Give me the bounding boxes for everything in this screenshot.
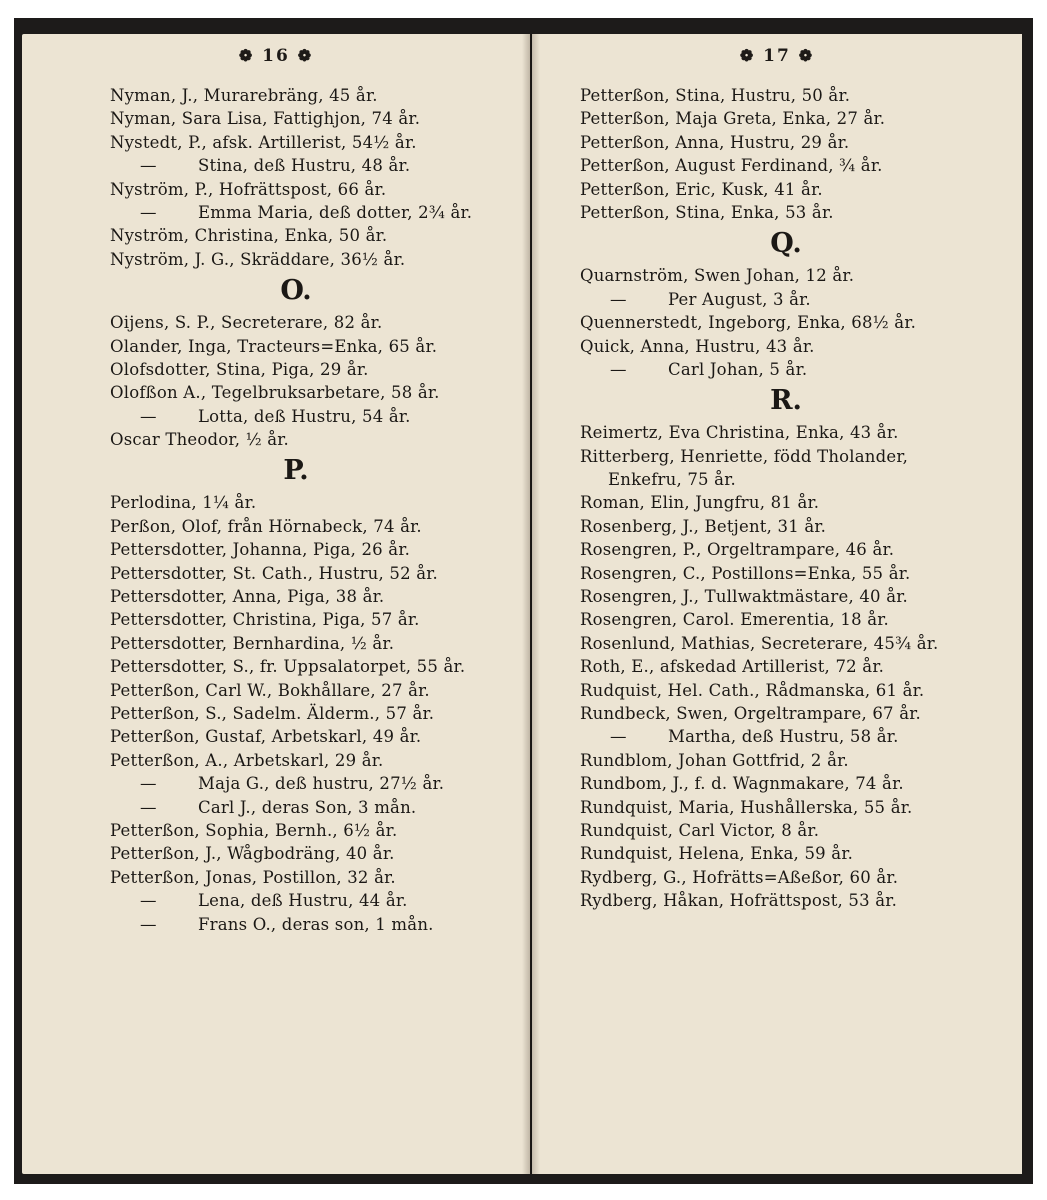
- section-letter: Q.: [770, 228, 802, 260]
- register-entry: [22, 772, 530, 795]
- register-entry: [532, 201, 1022, 224]
- register-entry: [532, 335, 1022, 358]
- register-entry: [532, 131, 1022, 154]
- entry-text: Ritterberg, Henriette, född Tholander,: [580, 446, 909, 466]
- entry-text: Perlodina, 1¼ år.: [110, 493, 257, 513]
- left-page: [22, 34, 530, 1174]
- entry-text: Rydberg, G., Hofrätts=Aßeßor, 60 år.: [580, 867, 899, 887]
- ornament-icon: ❁: [739, 46, 756, 65]
- register-entry: [22, 178, 530, 201]
- entry-text: Petterßon, A., Arbetskarl, 29 år.: [110, 750, 384, 770]
- entry-text: Lena, deß Hustru, 44 år.: [198, 891, 408, 911]
- entry-text: Petterßon, Maja Greta, Enka, 27 år.: [580, 109, 886, 129]
- entry-text: Rydberg, Håkan, Hofrättspost, 53 år.: [580, 891, 898, 911]
- entry-text: Petterßon, Eric, Kusk, 41 år.: [580, 179, 823, 199]
- register-entry: [22, 725, 530, 748]
- register-entry: [532, 655, 1022, 678]
- register-entry: [22, 538, 530, 561]
- entry-text: Nyström, P., Hofrättspost, 66 år.: [110, 179, 387, 199]
- entry-list-left: [22, 84, 530, 936]
- register-entry: [532, 538, 1022, 561]
- register-entry: [22, 107, 530, 130]
- register-entry: [532, 515, 1022, 538]
- ditto-dash: —: [140, 891, 157, 911]
- register-entry: [22, 842, 530, 865]
- entry-text: Petterßon, Sophia, Bernh., 6½ år.: [110, 820, 398, 840]
- register-entry: [22, 866, 530, 889]
- register-entry: [532, 311, 1022, 334]
- ditto-dash: —: [140, 156, 157, 176]
- entry-text: Nyman, J., Murarebräng, 45 år.: [110, 86, 378, 105]
- entry-text: Rosengren, P., Orgeltrampare, 46 år.: [580, 540, 895, 560]
- register-entry: [532, 178, 1022, 201]
- register-entry: [22, 796, 530, 819]
- entry-text: Emma Maria, deß dotter, 2¾ år.: [198, 202, 473, 222]
- entry-text: Frans O., deras son, 1 mån.: [198, 914, 434, 934]
- entry-text: Per August, 3 år.: [668, 289, 811, 309]
- entry-text: Rosengren, Carol. Emerentia, 18 år.: [580, 610, 889, 630]
- entry-text: Nyman, Sara Lisa, Fattighjon, 74 år.: [110, 109, 421, 129]
- entry-list-right: [532, 84, 1022, 913]
- entry-text: Olofßon A., Tegelbruksarbetare, 58 år.: [110, 383, 440, 403]
- register-entry: [22, 335, 530, 358]
- entry-text: Pettersdotter, Anna, Piga, 38 år.: [110, 587, 385, 607]
- register-entry: [22, 84, 530, 107]
- register-entry: [22, 655, 530, 678]
- register-entry: [22, 491, 530, 514]
- entry-text: Petterßon, August Ferdinand, ¾ år.: [580, 156, 883, 176]
- register-entry: [532, 585, 1022, 608]
- entry-text: Roman, Elin, Jungfru, 81 år.: [580, 493, 820, 513]
- ornament-icon: ❁: [798, 46, 815, 65]
- entry-text: Enkefru, 75 år.: [608, 470, 736, 490]
- register-entry: [22, 248, 530, 271]
- ditto-dash: —: [610, 727, 627, 747]
- entry-text: Pettersdotter, St. Cath., Hustru, 52 år.: [110, 563, 438, 583]
- register-entry: [532, 889, 1022, 912]
- register-entry: [22, 405, 530, 428]
- ditto-dash: —: [140, 406, 157, 426]
- register-entry: [532, 154, 1022, 177]
- entry-text: Oscar Theodor, ½ år.: [110, 430, 289, 450]
- entry-text: Nyström, J. G., Skräddare, 36½ år.: [110, 249, 406, 269]
- entry-text: Nyström, Christina, Enka, 50 år.: [110, 226, 388, 246]
- entry-text: Petterßon, S., Sadelm. Älderm., 57 år.: [110, 703, 435, 723]
- entry-text: Carl J., deras Son, 3 mån.: [198, 797, 417, 817]
- entry-text: Petterßon, Stina, Hustru, 50 år.: [580, 86, 851, 105]
- entry-text: Rosenlund, Mathias, Secreterare, 45¾ år.: [580, 633, 939, 653]
- register-entry: [22, 702, 530, 725]
- right-page: [532, 34, 1022, 1174]
- entry-text: Rundquist, Maria, Hushållerska, 55 år.: [580, 797, 913, 817]
- page-number: 16: [262, 46, 290, 66]
- entry-text: Rundbom, J., f. d. Wagnmakare, 74 år.: [580, 774, 904, 794]
- section-letter: R.: [770, 385, 802, 417]
- entry-text: Stina, deß Hustru, 48 år.: [198, 156, 411, 176]
- register-entry: [22, 679, 530, 702]
- section-letter: P.: [283, 455, 309, 487]
- register-entry: [22, 913, 530, 936]
- entry-text: Petterßon, J., Wågbodräng, 40 år.: [110, 844, 395, 864]
- register-entry: [532, 608, 1022, 631]
- entry-text: Carl Johan, 5 år.: [668, 359, 808, 379]
- ditto-dash: —: [140, 774, 157, 794]
- entry-text: Petterßon, Carl W., Bokhållare, 27 år.: [110, 680, 430, 700]
- entry-text: Rosenberg, J., Betjent, 31 år.: [580, 516, 827, 536]
- register-entry: [532, 84, 1022, 107]
- register-entry: [22, 381, 530, 404]
- entry-text: Lotta, deß Hustru, 54 år.: [198, 406, 411, 426]
- register-entry: [22, 585, 530, 608]
- entry-text: Quick, Anna, Hustru, 43 år.: [580, 336, 815, 356]
- entry-text: Martha, deß Hustru, 58 år.: [668, 727, 899, 747]
- register-entry: [532, 264, 1022, 287]
- entry-text: Petterßon, Anna, Hustru, 29 år.: [580, 132, 850, 152]
- register-entry: [532, 819, 1022, 842]
- register-entry: [532, 702, 1022, 725]
- entry-text: Rundquist, Helena, Enka, 59 år.: [580, 844, 854, 864]
- entry-text: Petterßon, Jonas, Postillon, 32 år.: [110, 867, 396, 887]
- entry-text: Petterßon, Stina, Enka, 53 år.: [580, 202, 834, 222]
- entry-text: Pettersdotter, Johanna, Piga, 26 år.: [110, 540, 411, 560]
- register-entry: [532, 842, 1022, 865]
- entry-text: Quarnström, Swen Johan, 12 år.: [580, 266, 855, 286]
- register-entry: [22, 562, 530, 585]
- page-number: 17: [763, 46, 791, 66]
- page-header-right: [532, 46, 1022, 66]
- register-entry: [532, 679, 1022, 702]
- register-entry: [532, 562, 1022, 585]
- entry-text: Petterßon, Gustaf, Arbetskarl, 49 år.: [110, 727, 422, 747]
- register-entry: [22, 224, 530, 247]
- entry-text: Roth, E., afskedad Artillerist, 72 år.: [580, 657, 885, 677]
- register-entry: [532, 107, 1022, 130]
- register-entry: [22, 154, 530, 177]
- entry-text: Perßon, Olof, från Hörnabeck, 74 år.: [110, 516, 422, 536]
- entry-text: Quennerstedt, Ingeborg, Enka, 68½ år.: [580, 313, 917, 333]
- ditto-dash: —: [140, 797, 157, 817]
- section-letter: O.: [280, 275, 312, 307]
- register-entry: [532, 632, 1022, 655]
- entry-text: Pettersdotter, Bernhardina, ½ år.: [110, 633, 395, 653]
- ditto-dash: —: [610, 359, 627, 379]
- register-entry: [22, 428, 530, 451]
- register-entry: [532, 749, 1022, 772]
- register-entry: [22, 819, 530, 842]
- entry-text: Reimertz, Eva Christina, Enka, 43 år.: [580, 423, 899, 443]
- register-entry: [532, 491, 1022, 514]
- entry-text: Oijens, S. P., Secreterare, 82 år.: [110, 313, 383, 333]
- register-entry: [22, 632, 530, 655]
- entry-text: Pettersdotter, Christina, Piga, 57 år.: [110, 610, 420, 630]
- register-entry: [22, 131, 530, 154]
- entry-text: Maja G., deß hustru, 27½ år.: [198, 774, 445, 794]
- entry-text: Rundblom, Johan Gottfrid, 2 år.: [580, 750, 849, 770]
- entry-text: Rundquist, Carl Victor, 8 år.: [580, 820, 820, 840]
- ditto-dash: —: [610, 289, 627, 309]
- entry-text: Pettersdotter, S., fr. Uppsalatorpet, 55 år.: [110, 657, 466, 677]
- ditto-dash: —: [140, 914, 157, 934]
- register-entry: [532, 772, 1022, 795]
- register-entry: [22, 311, 530, 334]
- register-entry: [22, 358, 530, 381]
- ornament-icon: ❁: [238, 46, 255, 65]
- entry-text: Rosengren, C., Postillons=Enka, 55 år.: [580, 563, 911, 583]
- book-gutter: [522, 34, 540, 1174]
- entry-text: Rosengren, J., Tullwaktmästare, 40 år.: [580, 587, 908, 607]
- page-header-left: [22, 46, 530, 66]
- register-entry: [532, 288, 1022, 311]
- ornament-icon: ❁: [297, 46, 314, 65]
- register-entry: [22, 608, 530, 631]
- register-entry: [22, 749, 530, 772]
- register-entry: [532, 866, 1022, 889]
- entry-text: Rundbeck, Swen, Orgeltrampare, 67 år.: [580, 703, 921, 723]
- register-entry: [532, 358, 1022, 381]
- register-entry: [532, 725, 1022, 748]
- register-entry: [532, 796, 1022, 819]
- entry-text: Olofsdotter, Stina, Piga, 29 år.: [110, 359, 369, 379]
- register-entry: [22, 201, 530, 224]
- entry-text: Rudquist, Hel. Cath., Rådmanska, 61 år.: [580, 680, 925, 700]
- register-entry: [532, 468, 1022, 491]
- entry-text: Olander, Inga, Tracteurs=Enka, 65 år.: [110, 336, 438, 356]
- ditto-dash: —: [140, 202, 157, 222]
- entry-text: Nystedt, P., afsk. Artillerist, 54½ år.: [110, 132, 417, 152]
- register-entry: [22, 889, 530, 912]
- register-entry: [22, 515, 530, 538]
- register-entry: [532, 445, 1022, 468]
- register-entry: [532, 421, 1022, 444]
